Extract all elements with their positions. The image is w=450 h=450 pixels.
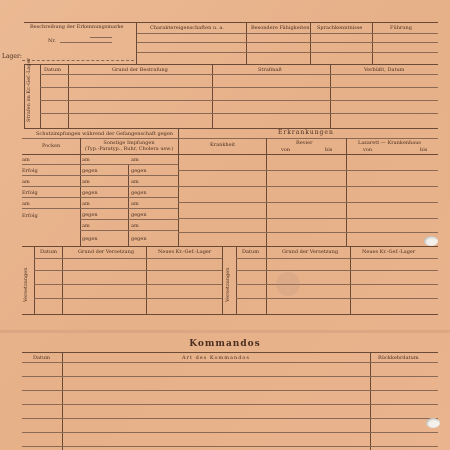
impf-row-5-c2: gegen xyxy=(131,212,147,218)
impf-row-2-c1: am xyxy=(82,179,90,185)
header-charakter: Charaktereigenschaften u. a. xyxy=(150,25,224,31)
erk-lazarett-bis: bis xyxy=(420,147,428,153)
impf-row-0-c2: am xyxy=(131,157,139,163)
schutz-col-sonstige-l2: (Typ.-Paratyp., Ruhr, Cholera usw.) xyxy=(84,146,174,152)
strafen-col-strafmass: Strafmaß xyxy=(258,67,282,73)
header-sprachkenntnisse: Sprachkenntnisse xyxy=(317,25,363,31)
strafen-col-grund: Grund der Bestrafung xyxy=(112,67,168,73)
fold-line xyxy=(0,330,450,333)
paper-stain xyxy=(276,272,300,296)
header-faehigkeiten: Besondere Fähigkeiten xyxy=(251,25,310,31)
impf-row-0-left: am xyxy=(22,157,30,163)
versetzungen-left-side-label: Versetzungen xyxy=(23,267,29,302)
erk-col-revier: Revier xyxy=(296,140,313,146)
vers-left-col-grund: Grund der Versetzung xyxy=(78,249,135,255)
vers-left-col-neues: Neues Kr.-Gef.-Lager xyxy=(158,249,212,255)
schutz-col-pocken: Pocken xyxy=(42,143,61,149)
impf-row-5-left: Erfolg xyxy=(22,213,38,219)
versetzungen-right-side-label: Versetzungen xyxy=(225,267,231,302)
header-nr-label: Nr. xyxy=(48,38,56,44)
erk-lazarett-von: von xyxy=(363,147,373,153)
erk-revier-bis: bis xyxy=(325,147,333,153)
vers-left-col-datum: Datum xyxy=(40,249,57,255)
impf-row-7-c2: gegen xyxy=(131,236,147,242)
vers-right-col-grund: Grund der Versetzung xyxy=(282,249,339,255)
impf-row-0-c1: am xyxy=(82,157,90,163)
header-fuehrung: Führung xyxy=(390,25,412,31)
punch-hole-upper xyxy=(424,236,438,246)
impf-row-7-c1: gegen xyxy=(82,236,98,242)
kommandos-col-datum: Datum xyxy=(33,355,50,361)
impf-row-3-left: Erfolg xyxy=(22,190,38,196)
impf-row-2-c2: am xyxy=(131,179,139,185)
kommandos-col-art: Art des Kommandos xyxy=(182,355,250,361)
vers-right-col-datum: Datum xyxy=(242,249,259,255)
impf-row-1-c1: gegen xyxy=(82,168,98,174)
schutzimpfungen-title: Schutzimpfungen während der Gefangenschaft gegen xyxy=(36,131,174,137)
strafen-col-verbuesst: Verbüßt, Datum xyxy=(364,67,405,73)
impf-row-6-c1: am xyxy=(82,223,90,229)
strafen-side-label: Strafen im Kr.-Gef.-Lager xyxy=(26,58,32,122)
impf-row-6-c2: am xyxy=(131,223,139,229)
schutz-col-sonstige-l1: Sonstige Impfungen xyxy=(103,140,155,146)
erk-revier-von: von xyxy=(281,147,291,153)
impf-row-5-c1: gegen xyxy=(82,212,98,218)
impf-row-2-left: am xyxy=(22,179,30,185)
erkrankungen-title: Erkrankungen xyxy=(278,129,334,136)
impf-row-1-c2: gegen xyxy=(131,168,147,174)
erk-col-krankheit: Krankheit xyxy=(210,142,236,148)
punch-hole-lower xyxy=(426,418,440,428)
impf-row-3-c1: gegen xyxy=(82,190,98,196)
header-lager-label: Lager: xyxy=(2,53,22,60)
impf-row-3-c2: gegen xyxy=(131,190,147,196)
impf-row-4-left: am xyxy=(22,201,30,207)
strafen-col-datum: Datum xyxy=(44,67,61,73)
header-beschreibung: Beschreibung der Erkennungsmarke xyxy=(30,24,124,30)
impf-row-1-left: Erfolg xyxy=(22,168,38,174)
impf-row-4-c2: am xyxy=(131,201,139,207)
impf-row-4-c1: am xyxy=(82,201,90,207)
kommandos-title: Kommandos xyxy=(189,339,261,349)
erk-col-lazarett: Lazarett — Krankenhaus xyxy=(358,140,421,146)
kommandos-col-rueckkehr: Rückkehrdatum xyxy=(378,355,419,361)
vers-right-col-neues: Neues Kr.-Gef.-Lager xyxy=(362,249,416,255)
